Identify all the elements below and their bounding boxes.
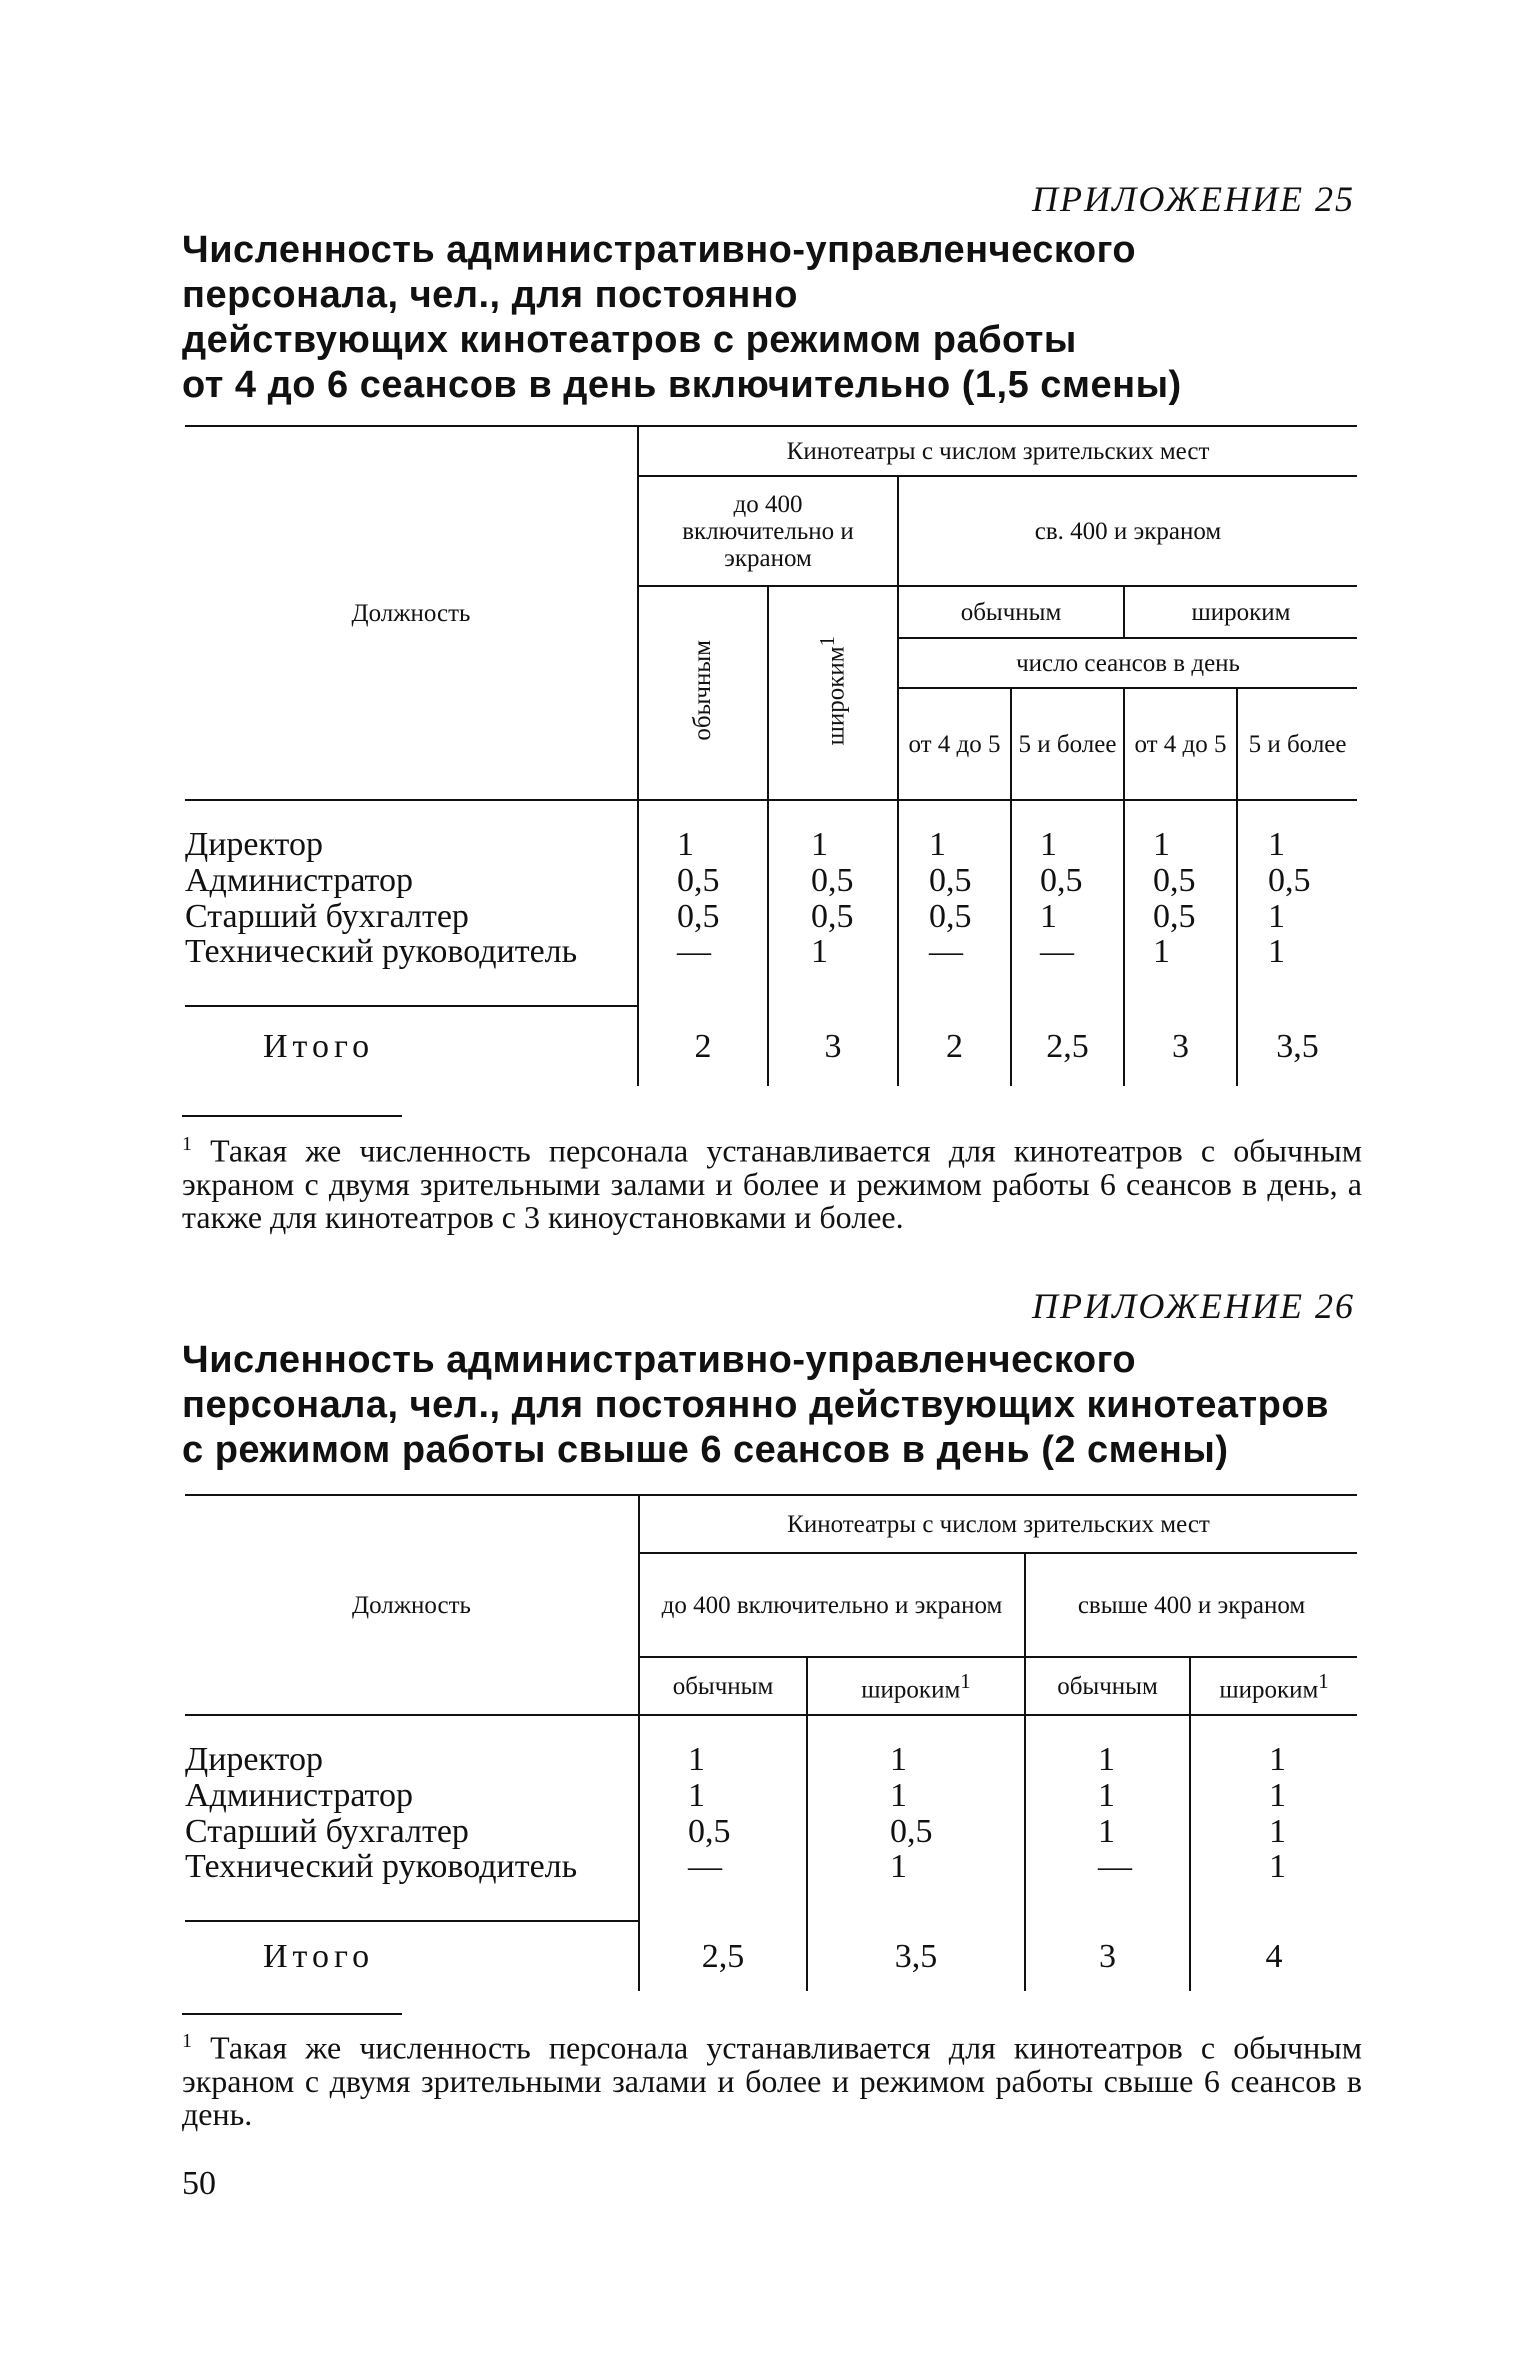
table-row: Администратор 1 1 1 1 bbox=[185, 1776, 1286, 1814]
column-header-position: Должность bbox=[185, 426, 638, 800]
column-header-over-400: св. 400 и экраном bbox=[898, 476, 1357, 586]
staff-table-25 bbox=[185, 425, 1357, 1086]
table-row: Старший бухгалтер 0,5 0,5 0,5 1 0,5 1 bbox=[185, 897, 1285, 935]
table-row: Старший бухгалтер 0,5 0,5 1 1 bbox=[185, 1812, 1286, 1850]
appendix-26-title bbox=[182, 1338, 1362, 1473]
vertical-label: широким$^1$ bbox=[815, 635, 850, 746]
title-line: персонала, чел., для постоянно bbox=[182, 274, 799, 316]
column-header-wide: широким$^1$ bbox=[1190, 1657, 1357, 1715]
column-header-wide: широким$^1$ bbox=[807, 1657, 1025, 1715]
column-header-cinema-group: Кинотеатры с числом зрительских мест bbox=[638, 426, 1357, 476]
table-row: Администратор 0,5 0,5 0,5 0,5 0,5 0,5 bbox=[185, 861, 1311, 899]
column-header-sessions-5-plus: 5 и более bbox=[1237, 688, 1357, 800]
table-row: Технический руководитель — 1 — 1 bbox=[185, 1849, 1357, 1921]
footnote-25: $^1$ Такая же численность персонала устанавливается для кинотеатров с обычным экраном с двумя зрительными залами и более и режимом работы 6 сеансов в день, а также для кинотеатров с 3 киноустановками и более. bbox=[182, 1132, 1363, 1235]
column-header-sessions-5-plus: 5 и более bbox=[1011, 688, 1124, 800]
staff-table-26 bbox=[185, 1494, 1357, 1991]
column-header-cinema-group: Кинотеатры с числом зрительских мест bbox=[639, 1495, 1357, 1553]
column-header-position: Должность bbox=[185, 1495, 639, 1715]
vertical-label: обычным bbox=[689, 640, 716, 741]
footnote-separator bbox=[182, 1115, 402, 1117]
title-line: Численность административно-управленческого bbox=[182, 229, 1137, 271]
table-total-row: Итого 2 3 2 2,5 3 3,5 bbox=[185, 1006, 1357, 1086]
footnote-26: $^1$ Такая же численность персонала устанавливается для кинотеатров с обычным экраном с двумя зрительными залами и более и режимом работы свыше 6 сеансов в день. bbox=[182, 2029, 1363, 2132]
title-line: с режимом работы свыше 6 сеансов в день (2 смены) bbox=[182, 1429, 1229, 1471]
title-line: персонала, чел., для постоянно действующих кинотеатров bbox=[182, 1384, 1329, 1426]
table-row: Директор 1 1 1 1 1 1 bbox=[185, 800, 1357, 862]
column-header-over-400: свыше 400 и экраном bbox=[1025, 1553, 1357, 1657]
table-row: Технический руководитель — 1 — — 1 1 bbox=[185, 934, 1357, 1006]
column-header-up-to-400: до 400 включительно и экраном bbox=[638, 476, 898, 586]
footnote-separator bbox=[182, 2013, 402, 2015]
appendix-25-title bbox=[182, 228, 1362, 408]
column-header-up-to-400: до 400 включительно и экраном bbox=[639, 1553, 1025, 1657]
column-header-ordinary: обычным bbox=[639, 1657, 807, 1715]
title-line: от 4 до 6 сеансов в день включительно (1,5 смены) bbox=[182, 364, 1182, 406]
table-total-row: Итого 2,5 3,5 3 4 bbox=[185, 1921, 1357, 1991]
title-line: Численность административно-управленческого bbox=[182, 1339, 1137, 1381]
column-header-sessions-4-5: от 4 до 5 bbox=[898, 688, 1011, 800]
column-header-wide-over: широким bbox=[1124, 586, 1357, 638]
appendix-26-label: ПРИЛОЖЕНИЕ 26 bbox=[1032, 1286, 1355, 1326]
column-header-ordinary-400 bbox=[638, 586, 768, 800]
column-header-ordinary: обычным bbox=[1025, 1657, 1190, 1715]
appendix-25-label: ПРИЛОЖЕНИЕ 25 bbox=[1032, 179, 1355, 219]
column-header-sessions-4-5: от 4 до 5 bbox=[1124, 688, 1237, 800]
column-header-ordinary-over: обычным bbox=[898, 586, 1124, 638]
column-header-sessions: число сеансов в день bbox=[898, 638, 1357, 688]
title-line: действующих кинотеатров с режимом работы bbox=[182, 319, 1077, 361]
column-header-wide-400 bbox=[768, 586, 898, 800]
page-number: 50 bbox=[182, 2165, 216, 2202]
table-row: Директор 1 1 1 1 bbox=[185, 1715, 1357, 1777]
